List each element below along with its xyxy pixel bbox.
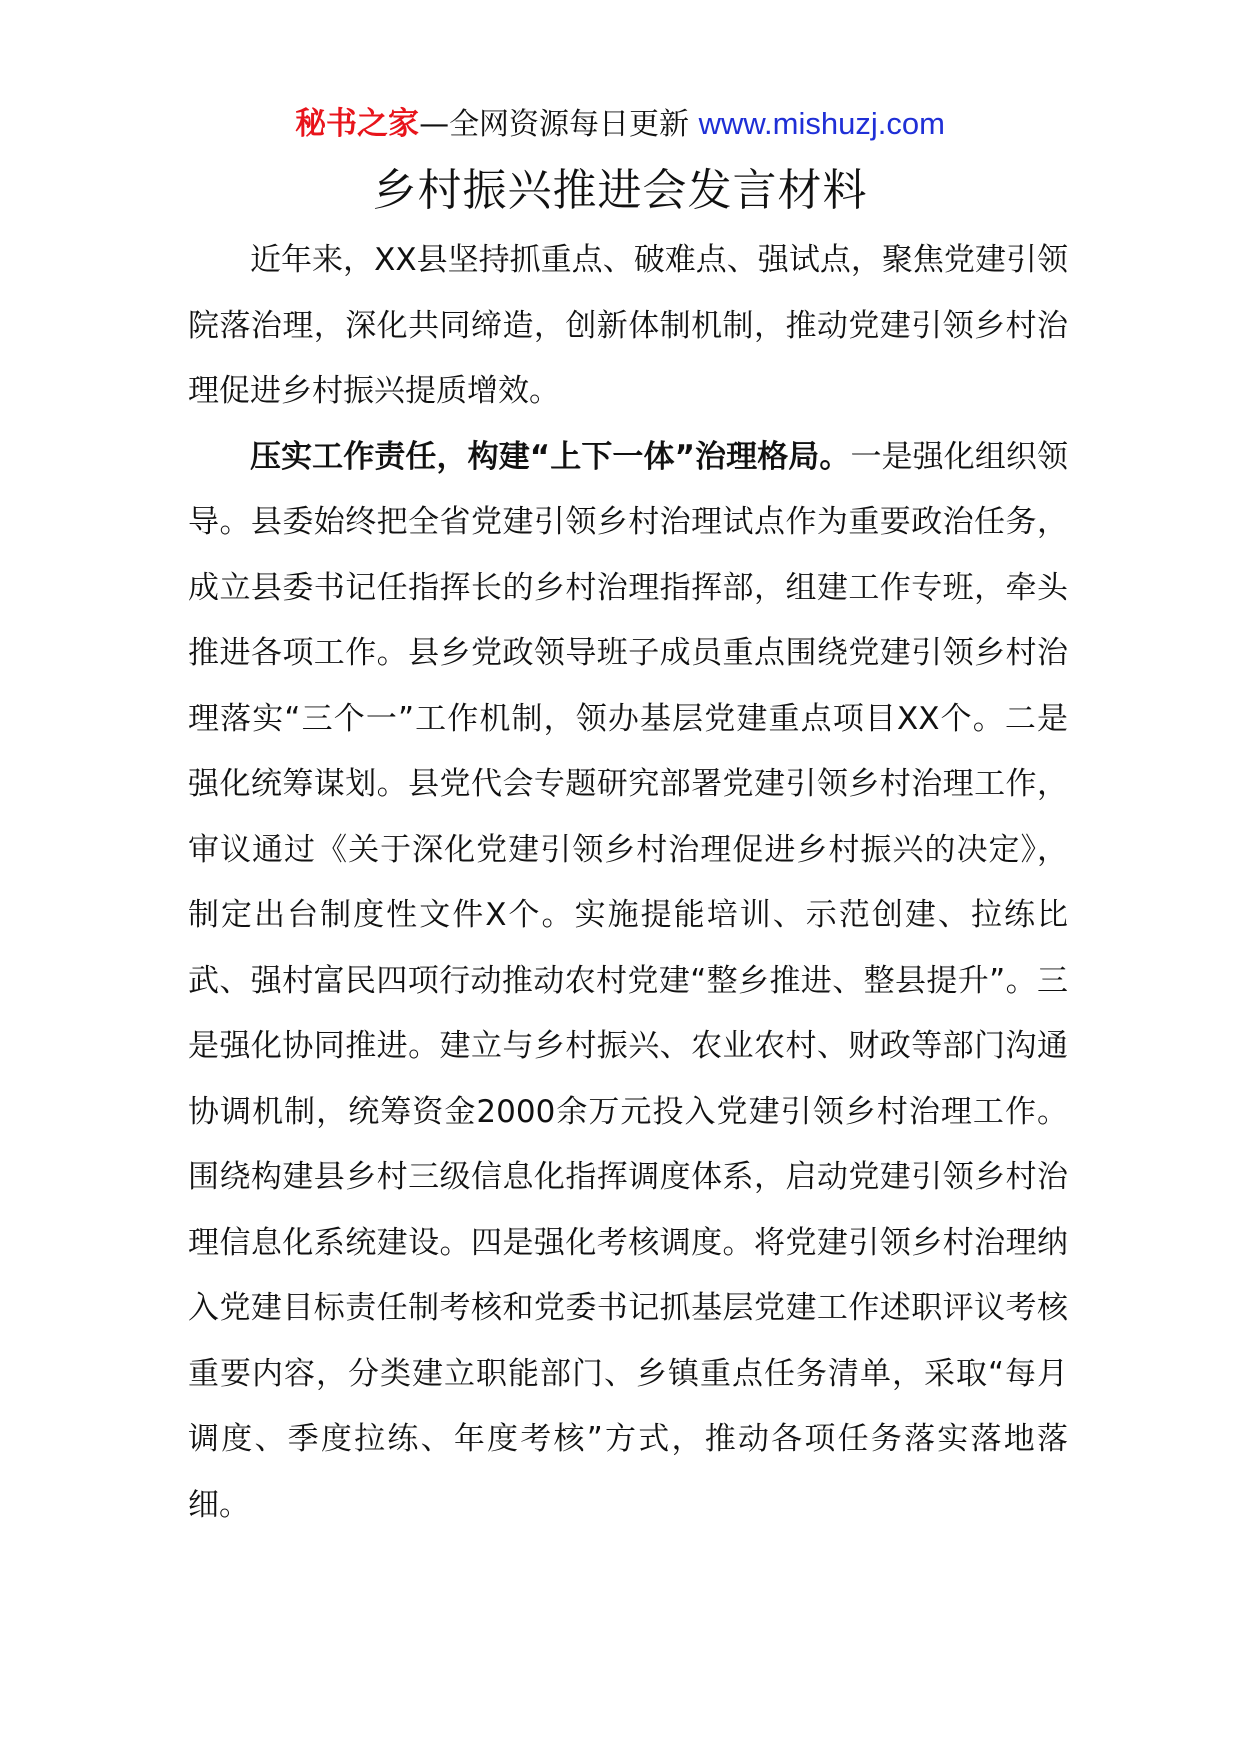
section-1-text: 一是强化组织领导。县委始终把全省党建引领乡村治理试点作为重要政治任务，成立县委书记任指挥长的乡村治理指挥部，组建工作专班，牵头推进各项工作。县乡党政领导班子成员重点围绕党建引领乡村治理落实“三个一”工作机制，领办基层党建重点项目XX个。二是强化统筹谋划。县党代会专题研究部署党建引领乡村治理工作，审议通过《关于深化党建引领乡村治理促进乡村振兴的决定》，制定出台制度性文件X个。实施提能培训、示范创建、拉练比武、强村富民四项行动推动农村党建“整乡推进、整县提升”。三是强化协同推进。建立与乡村振兴、农业农村、财政等部门沟通协调机制，统筹资金2000余万元投入党建引领乡村治理工作。围绕构建县乡村三级信息化指挥调度体系，启动党建引领乡村治理信息化系统建设。四是强化考核调度。将党建引领乡村治理纳入党建目标责任制考核和党委书记抓基层党建工作述职评议考核重要内容，分类建立职能部门、乡镇重点任务清单，采取“每月调度、季度拉练、年度考核”方式，推动各项任务落实落地落细。: [188, 438, 1069, 1523]
header-slogan: —全网资源每日更新: [419, 107, 690, 142]
section-1-heading: 压实工作责任，构建“上下一体”治理格局。: [250, 438, 851, 475]
document-body: [188, 228, 1068, 1538]
document-title: 乡村振兴推进会发言材料: [372, 165, 868, 216]
site-header: [0, 100, 1240, 148]
site-url-link[interactable]: www.mishuzj.com: [698, 106, 945, 141]
intro-paragraph: 近年来，XX县坚持抓重点、破难点、强试点，聚焦党建引领院落治理，深化共同缔造，创新体制机制，推动党建引领乡村治理促进乡村振兴提质增效。: [188, 242, 1068, 409]
section-1-paragraph: [188, 425, 1068, 1539]
brand-name: 秘书之家: [295, 106, 420, 142]
